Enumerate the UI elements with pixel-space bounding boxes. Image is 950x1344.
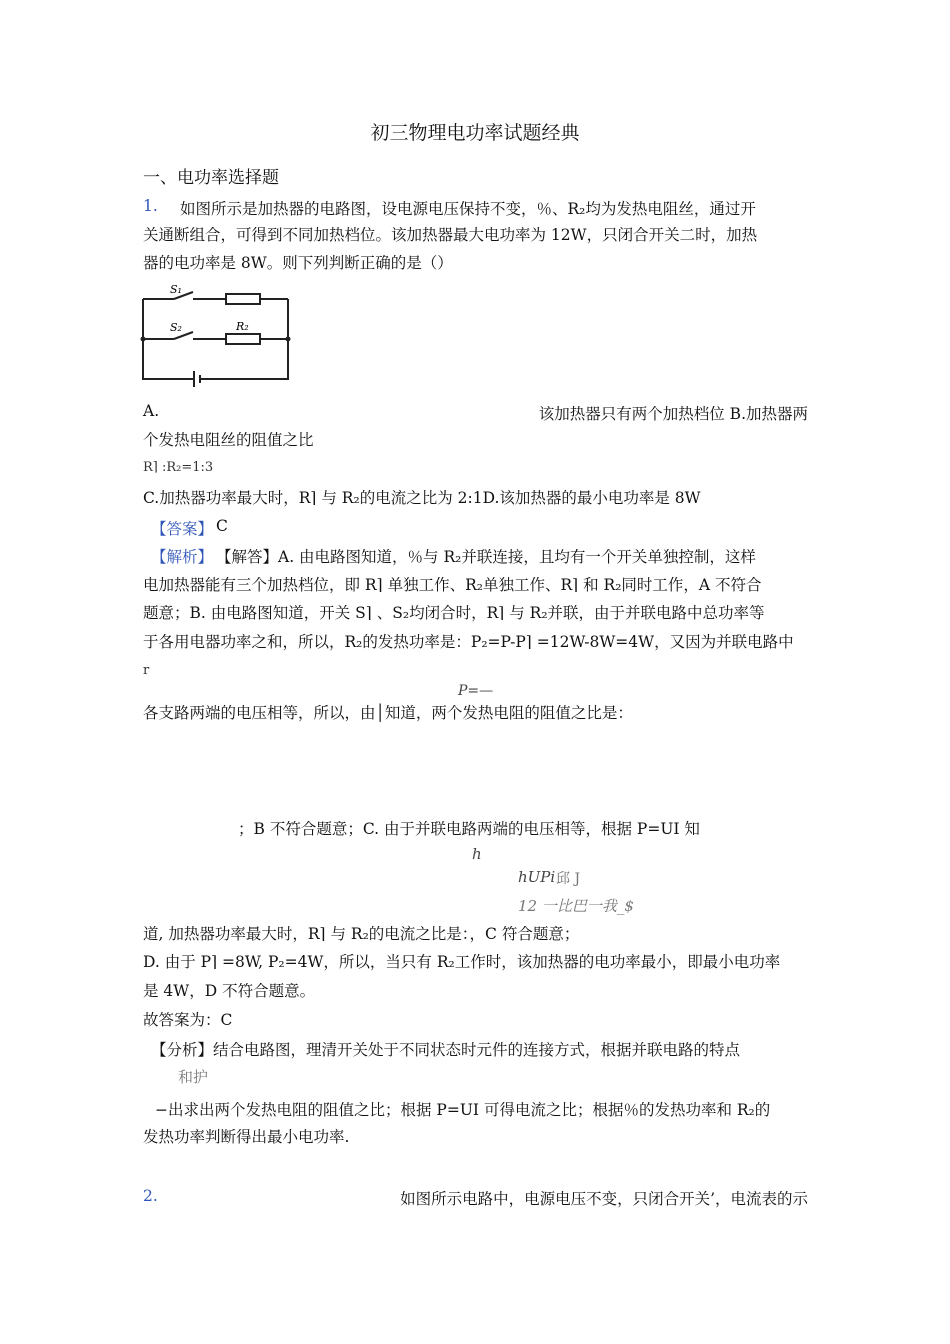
option-cd-text: C.加热器功率最大时，R⌉ 与 R₂的电流之比为 2:1D.该加热器的最小电功率是 8W (143, 489, 701, 507)
option-a-label: A. (143, 402, 160, 420)
summary-line: 发热功率判断得出最小电功率. (143, 1128, 350, 1146)
analysis-line: 是 4W，D 不符合题意。 (143, 982, 316, 1000)
question-text-line: 如图所示是加热器的电路图，设电源电压保持不变，％、R₂均为发热电阻丝，通过开 (180, 200, 756, 218)
analysis-line: ；B 不符合题意；C. 由于并联电路两端的电压相等，根据 P=UI 知 (238, 820, 700, 838)
conclusion-line: 故答案为：C (143, 1011, 233, 1029)
question-number: 2. (143, 1187, 158, 1205)
formula-fragment: 12 一比巴一我_$ (518, 897, 634, 915)
analysis-line: 题意；B. 由电路图知道，开关 S⌉ 、S₂均闭合时，R⌉ 与 R₂并联，由于并联电路中总功率等 (143, 604, 765, 622)
switch-s2-label: S₂ (170, 321, 182, 334)
question-text-line: 如图所示电路中，电源电压不变，只闭合开关’，电流表的示 (400, 1190, 808, 1208)
formula-fragment: 邱 J (556, 871, 581, 887)
answer-tag: 【答案】 (151, 520, 214, 538)
section-heading: 一、电功率选择题 (143, 168, 279, 188)
circuit-diagram (136, 283, 296, 388)
question-number: 1. (143, 197, 158, 215)
formula-fragment: h (472, 845, 482, 863)
question-text-line: 器的电功率是 8W。则下列判断正确的是（） (143, 254, 453, 272)
analysis-line: 道, 加热器功率最大时，R⌉ 与 R₂的电流之比是：，C 符合题意； (143, 925, 580, 943)
analysis-line: 【解答】A. 由电路图知道，％与 R₂并联连接，且均有一个开关单独控制，这样 (216, 548, 756, 566)
analysis-line: 于各用电器功率之和，所以，R₂的发热功率是：P₂=P-P⌉ =12W-8W=4W，又因为并联电路中 (143, 633, 794, 651)
resistor-r2-label: R₂ (236, 320, 249, 333)
formula-fragment: P=— (458, 683, 494, 699)
option-a-text: 该加热器只有两个加热档位 B.加热器两 (538, 405, 808, 423)
option-b-text: 个发热电阻丝的阻值之比 (143, 431, 314, 449)
page-title: 初三物理电功率试题经典 (370, 122, 580, 144)
analysis-tag: 【解析】 (151, 548, 214, 566)
analysis-line: 各支路两端的电压相等，所以，由│知道，两个发热电阻的阻值之比是： (143, 704, 633, 722)
option-b-ratio: R⌉ :R₂=1:3 (143, 460, 214, 475)
summary-line: 【分析】结合电路图，理清开关处于不同状态时元件的连接方式，根据并联电路的特点 (151, 1041, 741, 1059)
summary-line: −出求出两个发热电阻的阻值之比；根据 P=UI 可得电流之比；根据％的发热功率和 R₂的 (155, 1101, 771, 1119)
formula-fragment: hUPi (518, 868, 556, 886)
question-text-line: 关通断组合，可得到不同加热档位。该加热器最大电功率为 12W，只闭合开关二时，加热 (143, 226, 758, 244)
switch-s1-label: S₁ (170, 283, 182, 296)
analysis-line: D. 由于 P⌉ =8W, P₂=4W，所以，当只有 R₂工作时，该加热器的电功率最小，即最小电功率 (143, 953, 781, 971)
analysis-fragment: r (143, 663, 150, 678)
analysis-line: 电加热器能有三个加热档位，即 R⌉ 单独工作、R₂单独工作、R⌉ 和 R₂同时工作，A 不符合 (143, 576, 762, 594)
answer-value: C (216, 517, 228, 535)
summary-fragment: 和护 (178, 1068, 209, 1086)
